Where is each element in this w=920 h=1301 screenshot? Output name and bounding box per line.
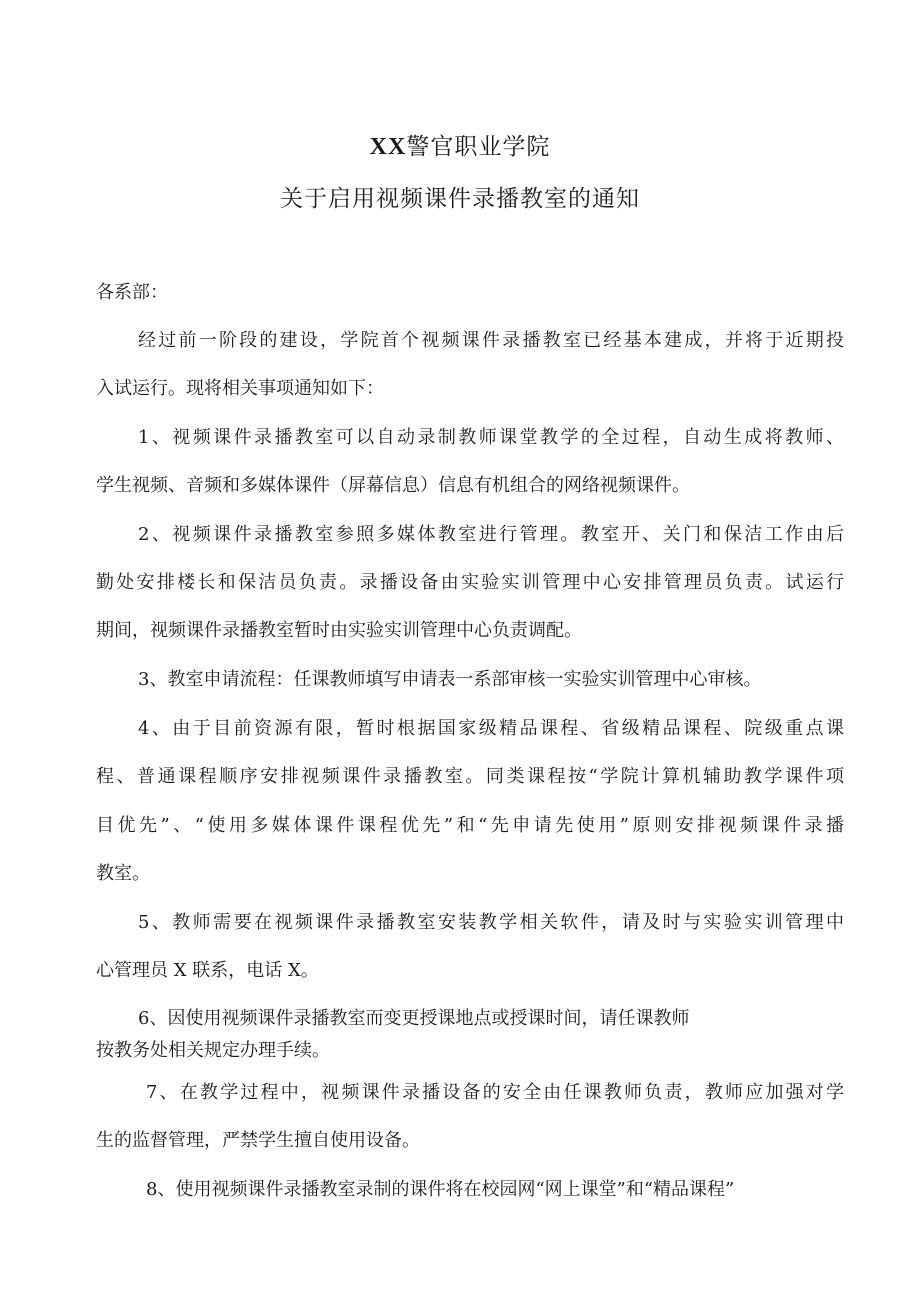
- intro-line-2: 入试运行。现将相关事项通知如下：: [96, 378, 384, 399]
- item-4-line-3: 目优先”、“使用多媒体课件课程优先”和“先申请先使用”原则安排视频课件录播: [96, 815, 844, 836]
- item-7-line-2: 生的监督管理，严禁学生擅自使用设备。: [96, 1130, 420, 1151]
- item-2-line-1: 2、视频课件录播教室参照多媒体教室进行管理。教室开、关门和保洁工作由后: [138, 524, 844, 545]
- item-4-line-2: 程、普通课程顺序安排视频课件录播教室。同类课程按“学院计算机辅助教学课件项: [96, 766, 844, 787]
- intro-line-1: 经过前一阶段的建设，学院首个视频课件录播教室已经基本建成，并将于近期投: [138, 330, 844, 351]
- item-2-line-3: 期间，视频课件录播教室暂时由实验实训管理中心负责调配。: [96, 620, 582, 641]
- document-subtitle: 关于启用视频课件录播教室的通知: [280, 186, 640, 212]
- item-4-line-1: 4、由于目前资源有限，暂时根据国家级精品课程、省级精品课程、院级重点课: [138, 718, 844, 739]
- item-3-line-1: 3、教室申请流程：任课教师填写申请表一系部审核一实验实训管理中心审核。: [138, 669, 762, 690]
- item-5-line-1: 5、教师需要在视频课件录播教室安装教学相关软件，请及时与实验实训管理中: [138, 912, 844, 933]
- item-1-line-2: 学生视频、音频和多媒体课件（屏幕信息）信息有机组合的网络视频课件。: [96, 475, 690, 496]
- document-title: [0, 128, 920, 161]
- item-7-line-1: 7、在教学过程中，视频课件录播设备的安全由任课教师负责，教师应加强对学: [146, 1082, 844, 1103]
- salutation: 各系部：: [96, 282, 168, 303]
- item-6-line-1: 6、因使用视频课件录播教室而变更授课地点或授课时间，请任课教师: [138, 1008, 690, 1029]
- title-prefix: XX: [369, 134, 407, 160]
- item-2-line-2: 勤处安排楼长和保洁员负责。录播设备由实验实训管理中心安排管理员负责。试运行: [96, 572, 844, 593]
- item-8-line-1: 8、使用视频课件录播教室录制的课件将在校园网“网上课堂”和“精品课程”: [146, 1179, 735, 1200]
- item-6-line-2: 按教务处相关规定办理手续。: [96, 1040, 330, 1061]
- item-5-line-2: 心管理员 X 联系，电话 X。: [96, 960, 319, 981]
- item-1-line-1: 1、视频课件录播教室可以自动录制教师课堂教学的全过程，自动生成将教师、: [138, 427, 844, 448]
- item-4-line-4: 教室。: [96, 863, 150, 884]
- title-line-1: 警官职业学院: [406, 134, 551, 160]
